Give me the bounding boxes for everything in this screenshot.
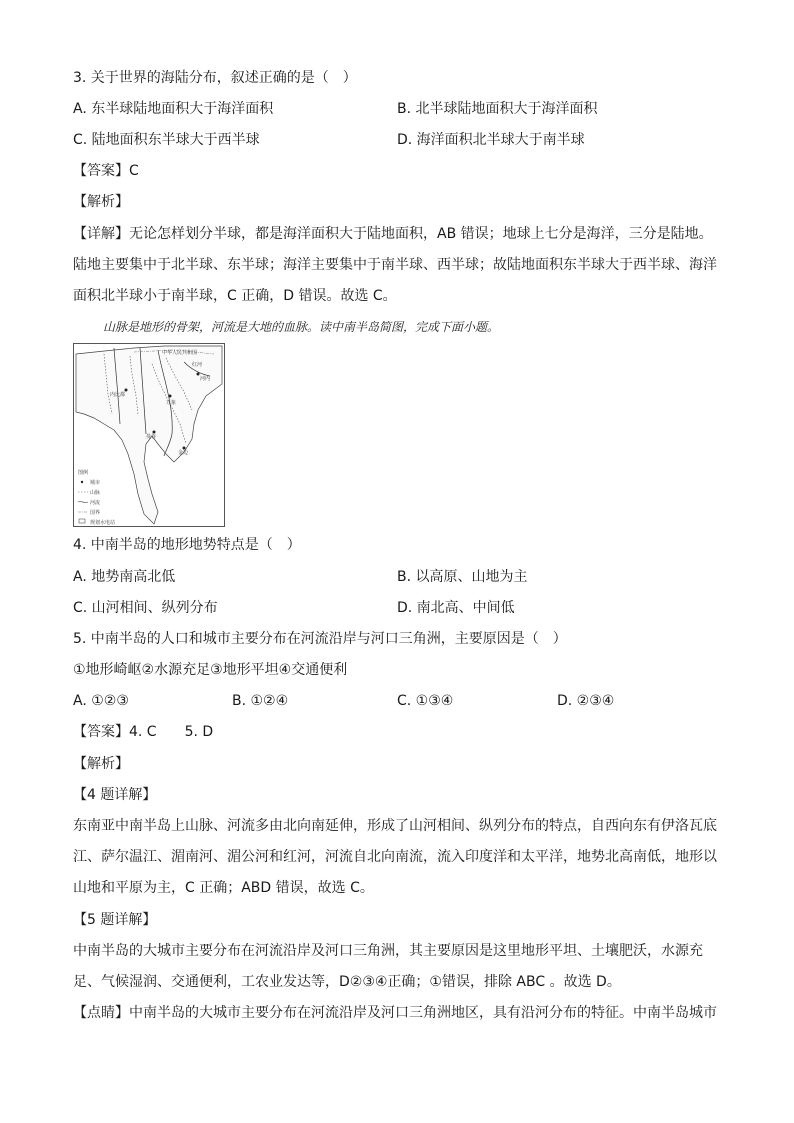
legend-title: 图例 (78, 470, 89, 476)
q3-answer: 【答案】C (73, 163, 139, 179)
passage-intro: 山脉是地形的骨架，河流是大地的血脉。读中南半岛简图，完成下面小题。 (103, 320, 500, 334)
q5-option-a: A. ①②③ (73, 693, 129, 709)
q5-stem: 5. 中南半岛的人口和城市主要分布在河流沿岸与河口三角洲，主要原因是（ ） (73, 631, 567, 647)
q3-option-a: A. 东半球陆地面积大于海洋面积 (73, 101, 274, 117)
legend-city: 城市 (90, 480, 101, 486)
indochina-map (73, 343, 225, 527)
map-label-bangkok: 曼谷 (146, 434, 157, 440)
answer-4-5: 【答案】4. C 5. D (73, 724, 214, 740)
q4-option-c: C. 山河相间、纵列分布 (73, 600, 218, 616)
map-label-red-river: 红河 (192, 362, 203, 368)
q3-analysis-tag: 【解析】 (73, 194, 129, 210)
q5-option-b: B. ①②④ (232, 693, 289, 709)
q5-option-d: D. ②③④ (557, 693, 615, 709)
q3-option-c: C. 陆地面积东半球大于西半球 (73, 132, 260, 148)
map-legend (78, 469, 115, 526)
map-label-hanoi: 河内 (200, 376, 211, 382)
q3-stem: 3. 关于世界的海陆分布，叙述正确的是（ ） (73, 70, 357, 86)
q4-stem: 4. 中南半岛的地形地势特点是（ ） (73, 537, 301, 553)
legend-border: 国界 (90, 510, 101, 516)
detail-4-tag: 【4 题详解】 (73, 787, 157, 803)
q3-detail-line-3: 面积北半球小于南半球，C 正确，D 错误。故选 C。 (73, 288, 397, 304)
q3-detail-line-2: 陆地主要集中于北半球、东半球；海洋主要集中于南半球、西半球；故陆地面积东半球大于西半球、海洋 (73, 257, 717, 273)
legend-dam: 规划水电站 (90, 520, 116, 526)
analysis-4-5-tag: 【解析】 (73, 756, 129, 772)
map-label-country: 中华人民共和国 (162, 350, 198, 356)
tip-line: 【点睛】中南半岛的大城市主要分布在河流沿岸及河口三角洲地区，具有沿河分布的特征。中南半岛城市 (73, 1005, 717, 1021)
q4-option-b: B. 以高原、山地为主 (397, 569, 528, 585)
map-label-naypyidaw: 内比都 (110, 392, 126, 398)
q4-option-a: A. 地势南高北低 (73, 569, 176, 585)
map-label-vientiane: 万象 (166, 400, 177, 406)
map-label-phnompenh: 金边 (178, 450, 189, 456)
q4-option-d: D. 南北高、中间低 (397, 600, 515, 616)
legend-river: 河流 (90, 500, 101, 506)
detail-4-line-3: 山地和平原为主，C 正确；ABD 错误，故选 C。 (73, 880, 374, 896)
q3-option-b: B. 北半球陆地面积大于海洋面积 (397, 101, 598, 117)
detail-5-tag: 【5 题详解】 (73, 912, 157, 928)
q3-option-d: D. 海洋面积北半球大于南半球 (397, 132, 585, 148)
detail-4-line-1: 东南亚中南半岛上山脉、河流多由北向南延伸，形成了山河相间、纵列分布的特点，自西向东有伊洛瓦底 (73, 818, 717, 834)
legend-mountain: 山脉 (90, 490, 101, 496)
q5-items: ①地形崎岖②水源充足③地形平坦④交通便利 (73, 662, 348, 678)
q3-detail-line-1: 【详解】无论怎样划分半球，都是海洋面积大于陆地面积，AB 错误；地球上七分是海洋，三分是陆地。 (73, 226, 713, 242)
detail-5-line-1: 中南半岛的大城市主要分布在河流沿岸及河口三角洲，其主要原因是这里地形平坦、土壤肥沃，水源充 (73, 943, 703, 959)
q5-option-c: C. ①③④ (397, 693, 454, 709)
detail-5-line-2: 足、气候湿润、交通便利，工农业发达等，D②③④正确；①错误，排除 ABC 。故选 D。 (73, 974, 621, 990)
detail-4-line-2: 江、萨尔温江、湄南河、湄公河和红河，河流自北向南流，流入印度洋和太平洋，地势北高南低，地形以 (73, 849, 717, 865)
